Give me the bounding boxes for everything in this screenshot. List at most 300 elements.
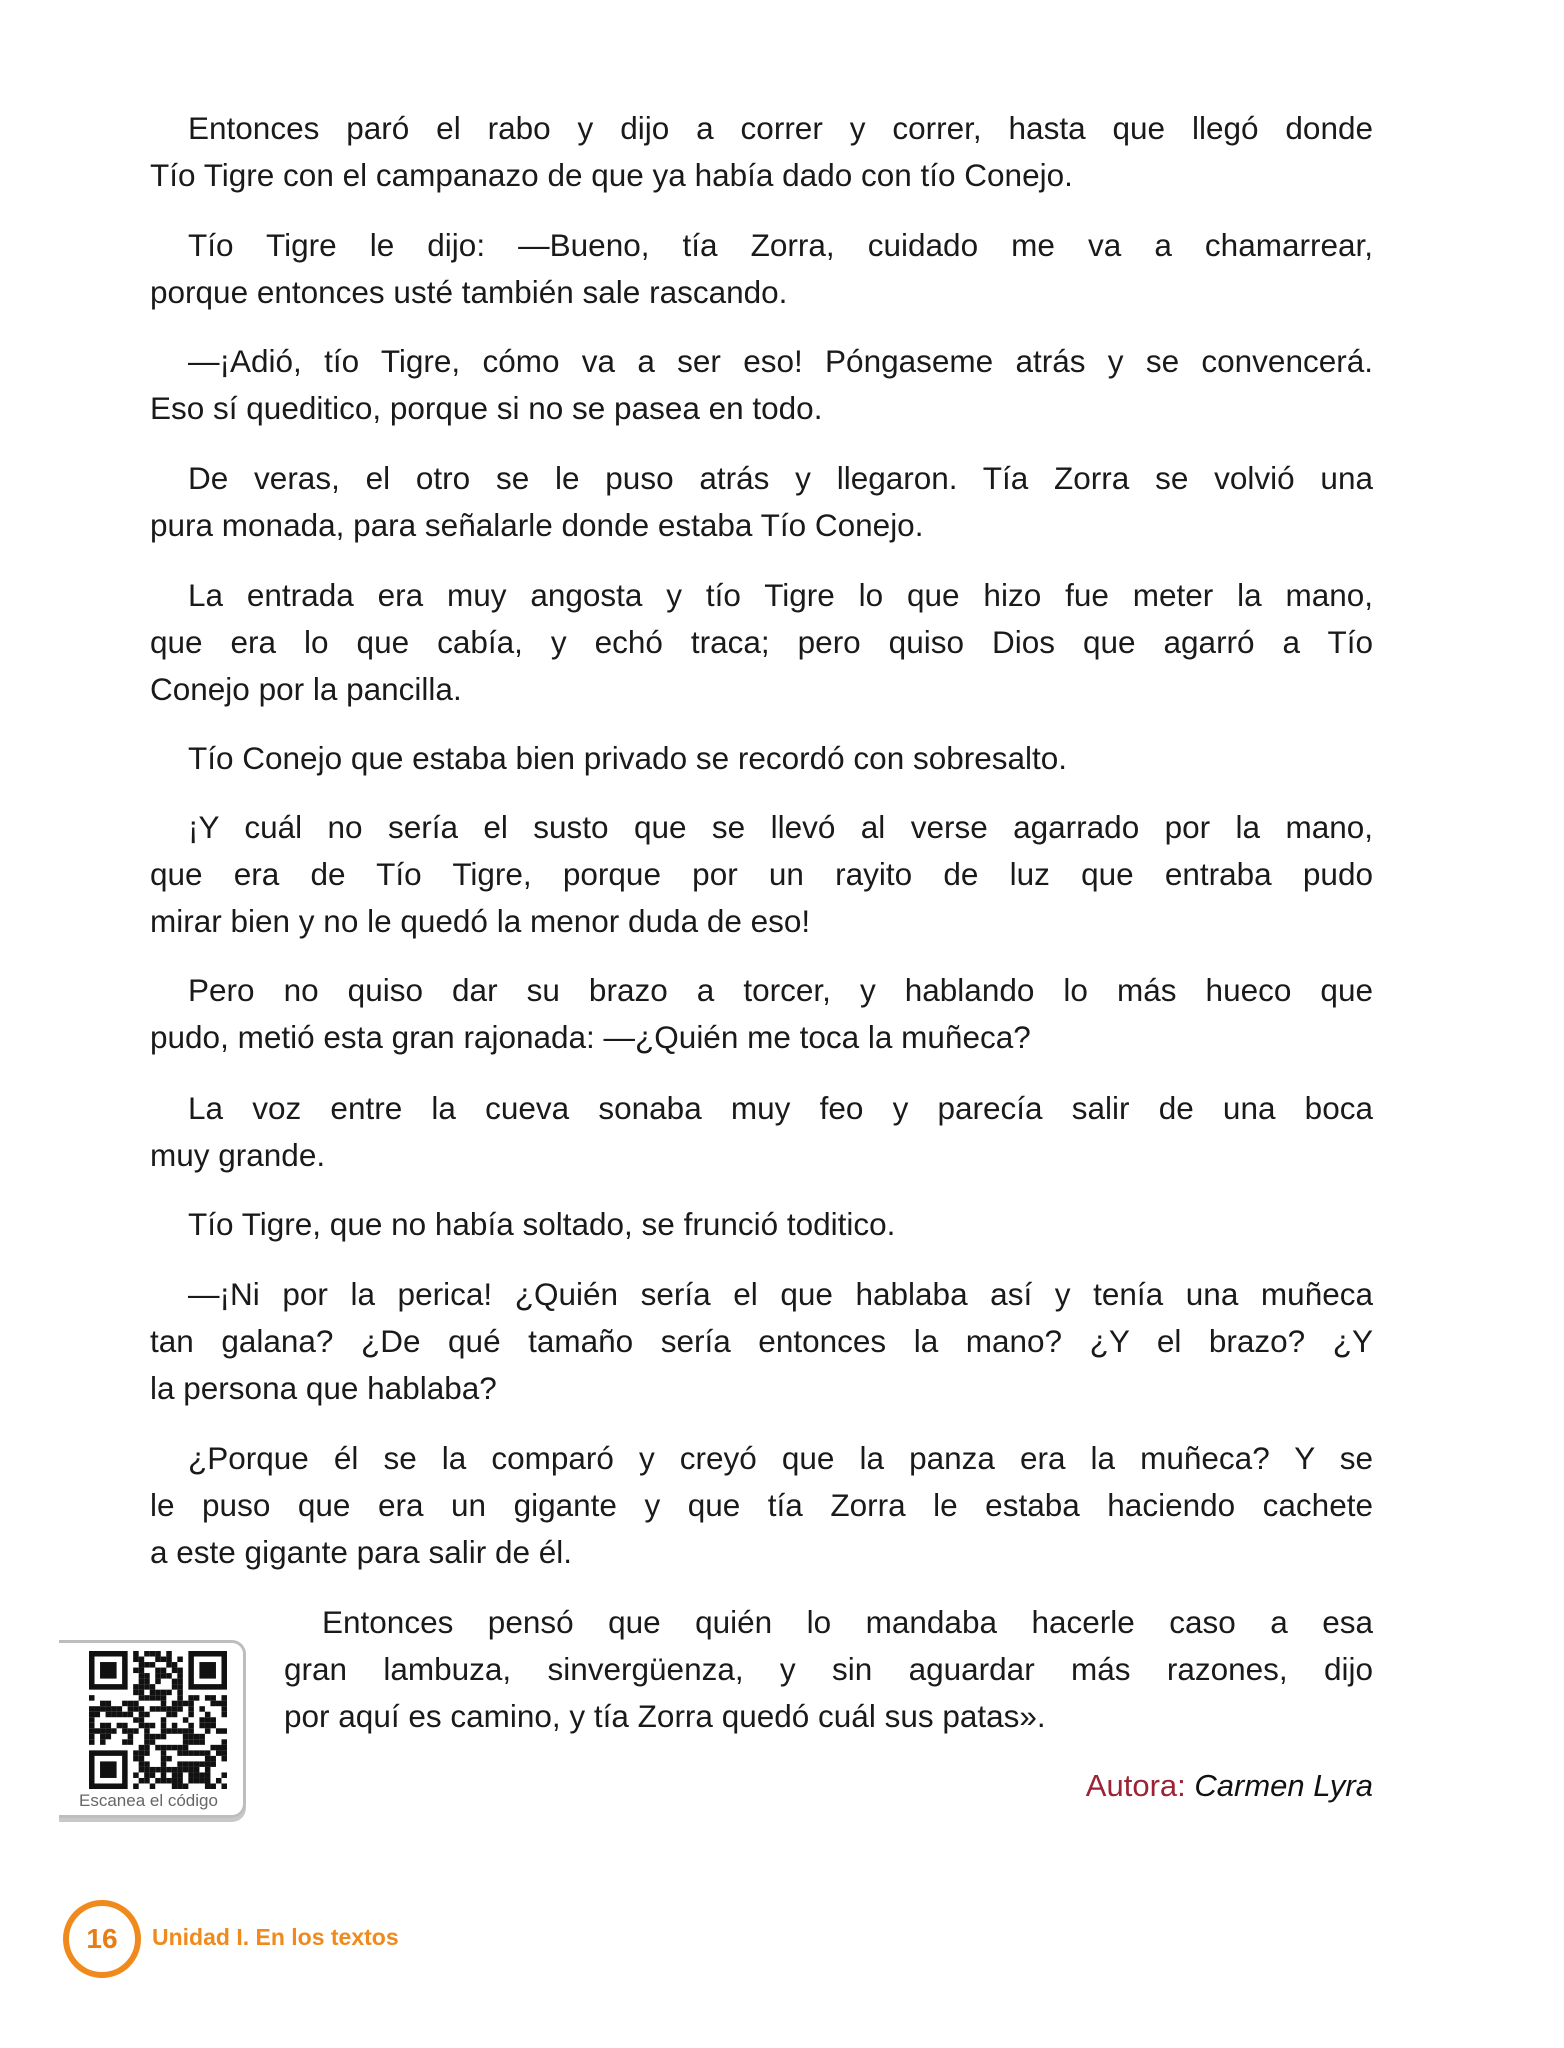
qr-module: [133, 1706, 139, 1712]
paragraph: [150, 967, 1373, 1061]
qr-module: [155, 1673, 161, 1679]
qr-module: [188, 1739, 194, 1745]
qr-module: [183, 1717, 189, 1723]
qr-module: [155, 1690, 161, 1696]
qr-module: [183, 1767, 189, 1773]
qr-module: [210, 1756, 216, 1762]
qr-module: [150, 1706, 156, 1712]
paragraph: [150, 735, 1373, 782]
qr-module: [139, 1761, 145, 1767]
qr-module: [210, 1761, 216, 1767]
text-line: Tío Tigre con el campanazo de que ya había dado con tío Conejo.: [150, 157, 1073, 193]
text-line: —¡Ni por la perica! ¿Quién sería el que hablaba así y tenía una muñeca: [188, 1276, 1373, 1312]
qr-module: [139, 1767, 145, 1773]
qr-module: [183, 1750, 189, 1756]
text-line: gran lambuza, sinvergüenza, y sin aguardar más razones, dijo: [284, 1651, 1373, 1687]
qr-module: [210, 1717, 216, 1723]
qr-module: [139, 1778, 145, 1784]
qr-module: [139, 1756, 145, 1762]
qr-module: [177, 1673, 183, 1679]
qr-module: [188, 1723, 194, 1729]
text-line: De veras, el otro se le puso atrás y llegaron. Tía Zorra se volvió una: [188, 460, 1373, 496]
qr-module: [221, 1745, 227, 1751]
text-line: mirar bien y no le quedó la menor duda de eso!: [150, 903, 811, 939]
qr-module: [122, 1739, 128, 1745]
qr-module: [161, 1690, 167, 1696]
qr-module: [133, 1684, 139, 1690]
qr-module: [161, 1717, 167, 1723]
qr-module: [89, 1695, 95, 1701]
qr-module: [122, 1728, 128, 1734]
qr-module: [150, 1662, 156, 1668]
qr-module: [139, 1723, 145, 1729]
text-line: La voz entre la cueva sonaba muy feo y parecía salir de una boca: [188, 1090, 1373, 1126]
qr-module: [188, 1750, 194, 1756]
qr-module: [144, 1778, 150, 1784]
qr-module: [177, 1728, 183, 1734]
qr-module: [199, 1761, 205, 1767]
qr-module: [177, 1745, 183, 1751]
qr-module: [161, 1745, 167, 1751]
qr-module: [161, 1756, 167, 1762]
qr-module: [139, 1712, 145, 1718]
qr-module: [221, 1756, 227, 1762]
paragraph: [150, 338, 1373, 432]
qr-module: [177, 1761, 183, 1767]
qr-module: [89, 1712, 95, 1718]
qr-module: [100, 1739, 106, 1745]
qr-module: [194, 1778, 200, 1784]
qr-module: [161, 1701, 167, 1707]
qr-module: [161, 1728, 167, 1734]
qr-module: [100, 1761, 117, 1778]
text-line: La entrada era muy angosta y tío Tigre lo que hizo fue meter la mano,: [188, 577, 1373, 613]
text-line: la persona que hablaba?: [150, 1370, 497, 1406]
qr-module: [89, 1728, 95, 1734]
qr-module: [150, 1739, 156, 1745]
text-line: ¡Y cuál no sería el susto que se llevó al verse agarrado por la mano,: [188, 809, 1373, 845]
qr-module: [144, 1728, 150, 1734]
qr-module: [166, 1657, 172, 1663]
qr-module: [106, 1723, 112, 1729]
qr-module: [221, 1772, 227, 1778]
qr-module: [144, 1761, 150, 1767]
text-line: Eso sí queditico, porque si no se pasea en todo.: [150, 390, 823, 426]
qr-module: [95, 1706, 101, 1712]
qr-module: [183, 1783, 189, 1789]
qr-module: [172, 1723, 178, 1729]
text-line: que era lo que cabía, y echó traca; pero quiso Dios que agarró a Tío: [150, 624, 1373, 660]
qr-module: [139, 1706, 145, 1712]
paragraph: [284, 1599, 1373, 1740]
qr-module: [122, 1701, 128, 1707]
qr-module: [221, 1728, 227, 1734]
qr-module: [221, 1750, 227, 1756]
qr-module: [155, 1734, 161, 1740]
qr-module: [188, 1706, 194, 1712]
qr-module: [155, 1745, 161, 1751]
qr-module: [150, 1690, 156, 1696]
author-credit: [1086, 1768, 1373, 1804]
qr-module: [161, 1706, 167, 1712]
qr-module: [216, 1778, 222, 1784]
qr-module: [177, 1690, 183, 1696]
qr-module: [188, 1728, 194, 1734]
qr-module: [95, 1728, 101, 1734]
qr-module: [100, 1706, 106, 1712]
qr-module: [155, 1695, 161, 1701]
qr-module: [172, 1712, 178, 1718]
qr-module: [177, 1778, 183, 1784]
qr-module: [161, 1695, 167, 1701]
qr-module: [111, 1712, 117, 1718]
qr-module: [144, 1739, 150, 1745]
qr-module: [139, 1695, 145, 1701]
qr-module: [166, 1690, 172, 1696]
qr-module: [205, 1767, 211, 1773]
qr-module: [221, 1783, 227, 1789]
qr-module: [133, 1701, 139, 1707]
qr-module: [205, 1783, 211, 1789]
qr-module: [144, 1750, 150, 1756]
paragraph: [150, 105, 1373, 199]
qr-module: [172, 1668, 178, 1674]
paragraph: [150, 1201, 1373, 1248]
qr-module: [188, 1767, 194, 1773]
qr-module: [177, 1701, 183, 1707]
qr-module: [106, 1728, 112, 1734]
qr-module: [183, 1739, 189, 1745]
qr-module: [188, 1712, 194, 1718]
qr-module: [161, 1657, 167, 1663]
qr-module: [194, 1750, 200, 1756]
page-number: 16: [63, 1900, 141, 1978]
qr-module: [199, 1723, 205, 1729]
qr-module: [133, 1756, 139, 1762]
qr-module: [89, 1739, 95, 1745]
qr-module: [150, 1695, 156, 1701]
qr-module: [205, 1717, 211, 1723]
qr-module: [133, 1651, 139, 1657]
qr-module: [139, 1662, 145, 1668]
qr-module: [161, 1767, 167, 1773]
qr-module: [128, 1701, 134, 1707]
qr-module: [161, 1673, 167, 1679]
qr-module: [144, 1684, 150, 1690]
qr-module: [199, 1772, 205, 1778]
qr-module: [128, 1734, 134, 1740]
qr-module: [161, 1761, 167, 1767]
qr-module: [161, 1778, 167, 1784]
qr-code-box[interactable]: [59, 1640, 246, 1818]
qr-module: [139, 1684, 145, 1690]
qr-module: [89, 1717, 95, 1723]
text-line: Tío Tigre le dijo: —Bueno, tía Zorra, cuidado me va a chamarrear,: [188, 227, 1373, 263]
qr-module: [172, 1728, 178, 1734]
qr-module: [221, 1712, 227, 1718]
qr-module: [89, 1706, 95, 1712]
qr-module: [133, 1728, 139, 1734]
text-line: muy grande.: [150, 1137, 326, 1173]
qr-module: [106, 1706, 112, 1712]
qr-module: [194, 1767, 200, 1773]
qr-module: [150, 1684, 156, 1690]
qr-module: [172, 1783, 178, 1789]
qr-code-icon: [89, 1651, 227, 1789]
qr-module: [166, 1662, 172, 1668]
paragraph: [150, 1271, 1373, 1412]
qr-module: [150, 1723, 156, 1729]
qr-module: [216, 1701, 222, 1707]
qr-module: [205, 1723, 211, 1729]
qr-module: [155, 1651, 161, 1657]
qr-module: [216, 1750, 222, 1756]
qr-module: [210, 1701, 216, 1707]
qr-module: [199, 1706, 205, 1712]
qr-module: [144, 1695, 150, 1701]
qr-module: [139, 1750, 145, 1756]
qr-module: [210, 1695, 216, 1701]
qr-module: [144, 1734, 150, 1740]
qr-module: [199, 1734, 205, 1740]
qr-module: [106, 1701, 112, 1707]
qr-module: [183, 1734, 189, 1740]
qr-module: [188, 1695, 194, 1701]
text-line: tan galana? ¿De qué tamaño sería entonces la mano? ¿Y el brazo? ¿Y: [150, 1323, 1373, 1359]
text-line: que era de Tío Tigre, porque por un rayito de luz que entraba pudo: [150, 856, 1373, 892]
qr-module: [166, 1651, 172, 1657]
qr-module: [177, 1679, 183, 1685]
text-line: Entonces paró el rabo y dijo a correr y correr, hasta que llegó donde: [188, 110, 1373, 146]
qr-module: [144, 1767, 150, 1773]
qr-module: [172, 1706, 178, 1712]
paragraph: [150, 572, 1373, 713]
qr-module: [194, 1695, 200, 1701]
qr-module: [194, 1739, 200, 1745]
qr-module: [150, 1651, 156, 1657]
qr-module: [188, 1772, 194, 1778]
unit-title: Unidad I. En los textos: [152, 1924, 399, 1950]
qr-module: [199, 1662, 216, 1679]
qr-module: [155, 1668, 161, 1674]
qr-module: [177, 1695, 183, 1701]
qr-module: [216, 1745, 222, 1751]
qr-module: [144, 1673, 150, 1679]
qr-module: [100, 1701, 106, 1707]
paragraph: [150, 1435, 1373, 1576]
qr-module: [150, 1767, 156, 1773]
qr-module: [155, 1778, 161, 1784]
qr-module: [216, 1728, 222, 1734]
qr-module: [210, 1723, 216, 1729]
qr-module: [155, 1767, 161, 1773]
qr-module: [183, 1761, 189, 1767]
qr-module: [183, 1745, 189, 1751]
qr-module: [210, 1745, 216, 1751]
text-line: Entonces pensó que quién lo mandaba hacerle caso a esa: [322, 1604, 1373, 1640]
qr-module: [172, 1772, 178, 1778]
qr-module: [205, 1756, 211, 1762]
qr-module: [177, 1767, 183, 1773]
qr-module: [166, 1728, 172, 1734]
qr-module: [166, 1778, 172, 1784]
text-line: pura monada, para señalarle donde estaba Tío Conejo.: [150, 507, 924, 543]
qr-module: [133, 1783, 139, 1789]
qr-module: [144, 1662, 150, 1668]
paragraph: [150, 222, 1373, 316]
qr-module: [194, 1734, 200, 1740]
qr-module: [95, 1712, 101, 1718]
author-label: Autora:: [1085, 1768, 1186, 1803]
qr-module: [166, 1756, 172, 1762]
qr-module: [188, 1761, 194, 1767]
qr-module: [144, 1772, 150, 1778]
qr-module: [89, 1723, 95, 1729]
qr-module: [177, 1668, 183, 1674]
qr-module: [188, 1734, 194, 1740]
text-line: Tío Tigre, que no había soltado, se frunció toditico.: [188, 1206, 896, 1242]
author-name: Carmen Lyra: [1194, 1768, 1373, 1803]
qr-module: [205, 1778, 211, 1784]
text-line: le puso que era un gigante y que tía Zorra le estaba haciendo cachete: [150, 1487, 1373, 1523]
qr-module: [199, 1717, 205, 1723]
qr-module: [150, 1734, 156, 1740]
qr-module: [210, 1783, 216, 1789]
qr-module: [100, 1723, 106, 1729]
qr-module: [172, 1778, 178, 1784]
qr-module: [150, 1772, 156, 1778]
text-line: pudo, metió esta gran rajonada: —¿Quién me toca la muñeca?: [150, 1019, 1031, 1055]
qr-module: [177, 1772, 183, 1778]
qr-module: [161, 1668, 167, 1674]
qr-module: [172, 1684, 178, 1690]
qr-module: [117, 1712, 123, 1718]
text-line: ¿Porque él se la comparó y creyó que la panza era la muñeca? Y se: [188, 1440, 1373, 1476]
qr-module: [144, 1712, 150, 1718]
text-line: a este gigante para salir de él.: [150, 1534, 573, 1570]
qr-module: [128, 1739, 134, 1745]
qr-module: [205, 1695, 211, 1701]
qr-module: [144, 1723, 150, 1729]
qr-module: [221, 1706, 227, 1712]
qr-module: [177, 1657, 183, 1663]
qr-module: [188, 1778, 194, 1784]
qr-module: [177, 1706, 183, 1712]
qr-module: [133, 1657, 139, 1663]
qr-module: [106, 1734, 112, 1740]
qr-module: [133, 1750, 139, 1756]
qr-module: [172, 1767, 178, 1773]
text-line: porque entonces usté también sale rascando.: [150, 274, 788, 310]
qr-module: [89, 1734, 95, 1740]
qr-module: [166, 1767, 172, 1773]
qr-module: [161, 1750, 167, 1756]
qr-module: [117, 1706, 123, 1712]
qr-module: [122, 1723, 128, 1729]
qr-module: [161, 1772, 167, 1778]
qr-module: [221, 1739, 227, 1745]
qr-module: [205, 1761, 211, 1767]
qr-module: [100, 1734, 106, 1740]
qr-module: [172, 1679, 178, 1685]
qr-module: [183, 1728, 189, 1734]
qr-module: [166, 1712, 172, 1718]
qr-module: [166, 1673, 172, 1679]
qr-module: [139, 1673, 145, 1679]
text-line: por aquí es camino, y tía Zorra quedó cuál sus patas».: [284, 1698, 1046, 1734]
qr-module: [150, 1783, 156, 1789]
qr-module: [106, 1712, 112, 1718]
qr-module: [172, 1701, 178, 1707]
qr-module: [166, 1706, 172, 1712]
qr-module: [177, 1783, 183, 1789]
qr-module: [139, 1745, 145, 1751]
qr-module: [166, 1745, 172, 1751]
qr-module: [194, 1772, 200, 1778]
qr-caption: Escanea el código: [79, 1791, 218, 1810]
qr-module: [139, 1690, 145, 1696]
qr-module: [133, 1668, 139, 1674]
qr-module: [172, 1662, 178, 1668]
qr-module: [199, 1778, 205, 1784]
qr-module: [144, 1679, 150, 1685]
qr-module: [161, 1734, 167, 1740]
qr-module: [139, 1657, 145, 1663]
qr-module: [133, 1717, 139, 1723]
qr-module: [139, 1679, 145, 1685]
qr-module: [155, 1679, 161, 1685]
text-line: —¡Adió, tío Tigre, cómo va a ser eso! Póngaseme atrás y se convencerá.: [188, 343, 1373, 379]
qr-module: [199, 1739, 205, 1745]
qr-module: [117, 1723, 123, 1729]
qr-module: [128, 1712, 134, 1718]
qr-module: [205, 1712, 211, 1718]
text-line: Conejo por la pancilla.: [150, 671, 462, 707]
qr-module: [155, 1706, 161, 1712]
qr-module: [144, 1745, 150, 1751]
qr-module: [205, 1750, 211, 1756]
qr-module: [155, 1657, 161, 1663]
paragraph: [150, 1085, 1373, 1179]
qr-module: [100, 1728, 106, 1734]
qr-module: [199, 1750, 205, 1756]
qr-module: [183, 1701, 189, 1707]
paragraph: [150, 455, 1373, 549]
qr-module: [188, 1701, 194, 1707]
qr-module: [144, 1651, 150, 1657]
paragraph: [150, 804, 1373, 945]
qr-module: [128, 1728, 134, 1734]
qr-module: [221, 1695, 227, 1701]
qr-module: [133, 1690, 139, 1696]
qr-module: [177, 1750, 183, 1756]
qr-module: [111, 1728, 117, 1734]
qr-module: [139, 1717, 145, 1723]
qr-module: [122, 1712, 128, 1718]
qr-module: [133, 1772, 139, 1778]
text-line: Pero no quiso dar su brazo a torcer, y hablando lo más hueco que: [188, 972, 1373, 1008]
qr-module: [172, 1745, 178, 1751]
qr-module: [161, 1723, 167, 1729]
qr-module: [139, 1668, 145, 1674]
qr-module: [205, 1728, 211, 1734]
qr-module: [128, 1706, 134, 1712]
qr-module: [194, 1761, 200, 1767]
qr-module: [205, 1772, 211, 1778]
text-line: Tío Conejo que estaba bien privado se recordó con sobresalto.: [188, 740, 1068, 776]
qr-module: [100, 1662, 117, 1679]
qr-module: [177, 1684, 183, 1690]
